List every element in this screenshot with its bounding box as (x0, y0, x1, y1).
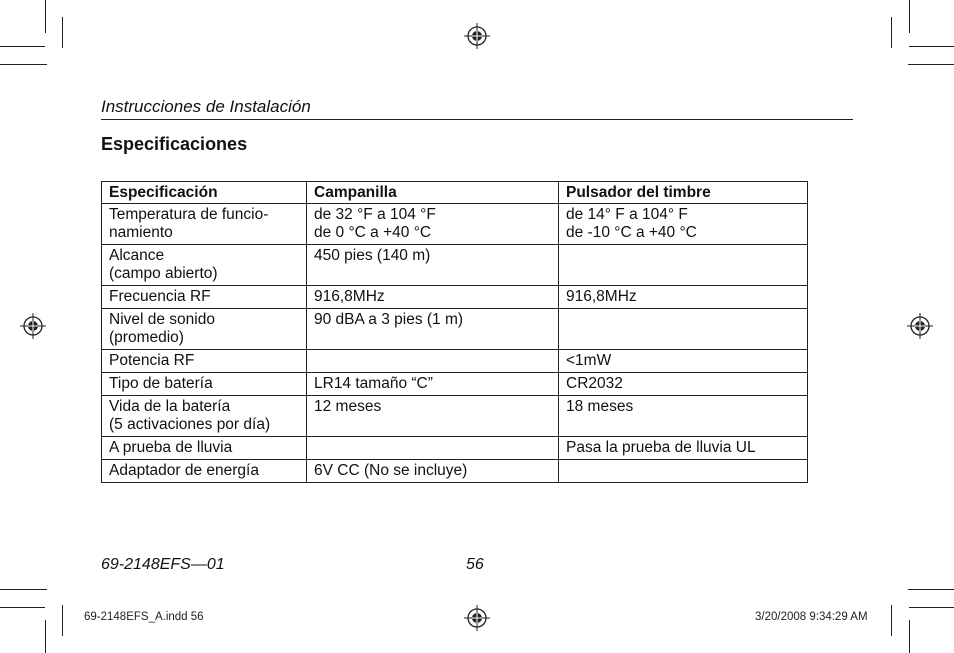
table-row (102, 309, 808, 350)
table-body (102, 204, 808, 483)
table-cell (559, 396, 808, 437)
cell-text-line: Pasa la prueba de lluvia UL (566, 439, 756, 456)
cell-text-line: de 14° F a 104° F (566, 206, 688, 223)
cell-text-line: Nivel de sonido (109, 311, 215, 328)
cell-text-line: Adaptador de energía (109, 462, 259, 479)
table-cell (559, 350, 808, 373)
crop-mark (909, 46, 954, 47)
cell-text-line: 18 meses (566, 398, 634, 415)
crop-mark (908, 64, 954, 65)
table-cell (307, 350, 559, 373)
table-cell (559, 286, 808, 309)
table-cell (102, 396, 307, 437)
registration-mark-icon (20, 313, 46, 339)
slug-filename: 69-2148EFS_A.indd 56 (84, 611, 204, 623)
crop-mark (908, 589, 954, 590)
cell-text-line: 916,8MHz (566, 288, 637, 305)
table-cell (307, 373, 559, 396)
table-cell (307, 245, 559, 286)
table-cell (559, 204, 808, 245)
crop-mark (0, 589, 47, 590)
cell-text-line: 450 pies (140 m) (314, 247, 431, 264)
table-row (102, 245, 808, 286)
cell-text-line: 90 dBA a 3 pies (1 m) (314, 311, 464, 328)
cell-text-line: (promedio) (109, 329, 184, 346)
section-title: Especificaciones (101, 134, 248, 154)
cell-text-line: 916,8MHz (314, 288, 385, 305)
cell-text-line: de 32 °F a 104 °F (314, 206, 436, 223)
table-cell (307, 437, 559, 460)
crop-mark (891, 605, 892, 636)
table-row (102, 286, 808, 309)
specifications-table (101, 181, 808, 483)
cell-text-line: de -10 °C a +40 °C (566, 224, 697, 241)
table-cell (102, 204, 307, 245)
cell-text-line: Temperatura de funcio- (109, 206, 269, 223)
table-cell (102, 309, 307, 350)
cell-text-line: namiento (109, 224, 173, 241)
crop-mark (891, 17, 892, 48)
table-cell (307, 396, 559, 437)
crop-mark (0, 607, 45, 608)
cell-text-line: 6V CC (No se incluye) (314, 462, 468, 479)
cell-text-line: (campo abierto) (109, 265, 218, 282)
table-row (102, 437, 808, 460)
table-row (102, 350, 808, 373)
cell-text-line: LR14 tamaño “C” (314, 375, 433, 392)
cell-text-line: CR2032 (566, 375, 623, 392)
crop-mark (0, 46, 45, 47)
table-cell (102, 350, 307, 373)
registration-mark-icon (464, 23, 490, 49)
table-cell (102, 437, 307, 460)
cell-text-line: <1mW (566, 352, 612, 369)
column-header: Campanilla (307, 182, 559, 204)
table-cell (102, 373, 307, 396)
table-cell (307, 460, 559, 483)
cell-text-line: Vida de la batería (109, 398, 231, 415)
crop-mark (45, 0, 46, 33)
crop-mark (0, 64, 47, 65)
table-cell (307, 204, 559, 245)
document-code: 69-2148EFS—01 (101, 556, 225, 573)
table-row (102, 396, 808, 437)
crop-mark (62, 17, 63, 48)
cell-text-line: Frecuencia RF (109, 288, 211, 305)
cell-text-line: Tipo de batería (109, 375, 213, 392)
crop-mark (909, 620, 910, 653)
cell-text-line: 12 meses (314, 398, 382, 415)
table-cell (102, 245, 307, 286)
table-header-row (102, 182, 808, 204)
cell-text-line: de 0 °C a +40 °C (314, 224, 432, 241)
table-cell (559, 373, 808, 396)
running-header: Instrucciones de Instalación (101, 97, 853, 120)
slug-timestamp: 3/20/2008 9:34:29 AM (755, 611, 868, 623)
table-row (102, 204, 808, 245)
cell-text-line: Potencia RF (109, 352, 195, 369)
table-cell (102, 460, 307, 483)
table-cell (307, 286, 559, 309)
page-number: 56 (466, 556, 484, 573)
table-cell (559, 460, 808, 483)
cell-text-line: A prueba de lluvia (109, 439, 233, 456)
table-cell (559, 309, 808, 350)
crop-mark (909, 0, 910, 33)
registration-mark-icon (907, 313, 933, 339)
table-cell (559, 437, 808, 460)
table-cell (102, 286, 307, 309)
crop-mark (909, 607, 954, 608)
column-header: Especificación (102, 182, 307, 204)
crop-mark (62, 605, 63, 636)
column-header: Pulsador del timbre (559, 182, 808, 204)
crop-mark (45, 620, 46, 653)
cell-text-line: Alcance (109, 247, 165, 264)
registration-mark-icon (464, 605, 490, 631)
cell-text-line: (5 activaciones por día) (109, 416, 271, 433)
table-row (102, 373, 808, 396)
table-row (102, 460, 808, 483)
table-cell (559, 245, 808, 286)
table-cell (307, 309, 559, 350)
